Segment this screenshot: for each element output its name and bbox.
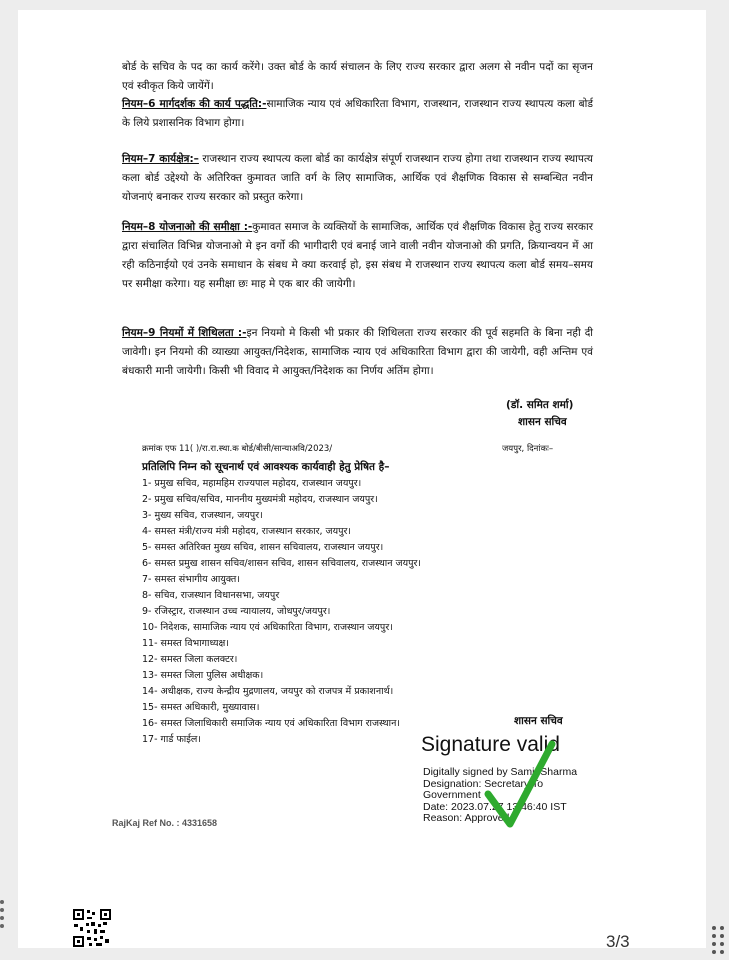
list-item: 16- समस्त जिलाधिकारी समाजिक न्याय एवं अधिकारिता विभाग राजस्थान।: [142, 718, 400, 729]
signatory-name: (डॉ. समित शर्मा): [506, 399, 574, 411]
list-item: 8- सचिव, राजस्थान विधानसभा, जयपुर: [142, 590, 280, 601]
place-date: जयपुर, दिनांकः–: [502, 444, 554, 454]
rule-6: [122, 95, 593, 133]
list-item: 1- प्रमुख सचिव, महामहिम राज्यपाल महोदय, राजस्थान जयपुर।: [142, 478, 362, 489]
reference-number: क्रमांक एफ 11( )/रा.रा.स्था.क बोर्ड/बीसी/सान्याअवि/2023/: [142, 444, 333, 454]
signature-valid-label: Signature valid: [421, 733, 560, 756]
rule-7: [122, 150, 593, 207]
list-item: 13- समस्त जिला पुलिस अधीक्षक।: [142, 670, 264, 681]
list-item: 5- समस्त अतिरिक्त मुख्य सचिव, शासन सचिवालय, राजस्थान जयपुर।: [142, 542, 384, 553]
rule-6-body: सामाजिक न्याय एवं अधिकारिता विभाग, राजस्थान, राजस्थान राज्य स्थापत्य कला बोर्ड के लिये प्रशासनिक विभाग होगा।: [122, 98, 593, 129]
qr-code-icon: [72, 908, 112, 948]
government-line: Government: [423, 789, 481, 801]
rule-9-body: इन नियमो मे किसी भी प्रकार की शिथिलता राज्य सरकार की पूर्व सहमति के बिना नही दी जावेगी। इन नियमो की व्याख्या आयुक्त/निदेशक, सामाजिक न्याय एवं अधिकारिता विभाग द्वारा की जायेगी, वही अन्तिम एवं बंधकारी मानी जायेगी। किसी भी विवाद मे आयुक्त/निदेशक का निर्णय अतिंम होगा।: [122, 327, 593, 377]
paragraph-board-secretary: बोर्ड के सचिव के पद का कार्य करेंगे। उक्त बोर्ड के कार्य संचालन के लिए राज्य सरकार द्वारा अलग से नवीन पदों का सृजन एवं स्वीकृत किये जायेंगें।: [122, 61, 593, 92]
list-item: 15- समस्त अधिकारी, मुख्यावास।: [142, 702, 260, 713]
list-item: 6- समस्त प्रमुख शासन सचिव/शासन सचिव, शासन सचिवालय, राजस्थान जयपुर।: [142, 558, 421, 569]
rule-8-body: कुमावत समाज के व्यक्तियों के सामाजिक, आर्थिक एवं शैक्षणिक विकास हेतु राज्य सरकार द्वारा संचालित विभिन्न योजनाओ मे इन वर्गो की भागीदारी एवं बनाई जाने वाली नवीन योजनाओ की प्रगति, क्रियान्वयन में आ रही कठिनाईयो एवं उनके समाधान के संबध मे क्या करवाई हो, इस संबध मे राजस्थान राज्य स्थापत्य कला बोर्ड समय–समय पर समीक्षा करेगा। यह समीक्षा छः माह मे एक बार की जायेगी।: [122, 221, 593, 290]
signatory-title: शासन सचिव: [518, 416, 567, 428]
designation-line: Designation: Secretary To: [423, 777, 544, 790]
list-item: 11- समस्त विभागाध्यक्ष।: [142, 638, 229, 649]
list-item: 2- प्रमुख सचिव/सचिव, माननीय मुख्यमंत्री महोदय, राजस्थान जयपुर।: [142, 494, 378, 505]
rajkaj-reference: RajKaj Ref No. : 4331658: [112, 818, 218, 828]
list-item: 10- निदेशक, सामाजिक न्याय एवं अधिकारिता विभाग, राजस्थान जयपुर।: [142, 622, 393, 633]
list-item: 17- गार्ड फाईल।: [142, 734, 201, 745]
rule-7-body: राजस्थान राज्य स्थापत्य कला बोर्ड का कार्यक्षेत्र संपूर्ण राजस्थान राज्य होगा तथा राजस्थान राज्य स्थापत्य कला बोर्ड उद्देश्यो के अतिरिक्त कुमावत जाति वर्ग के लिए सामाजिक, आर्थिक एवं शैक्षणिक विकास से सम्बन्धित नवीन योजनाएं बनाकर राज्य सरकार को प्रस्तुत करेगा।: [122, 153, 593, 203]
rule-9-heading: नियम–9 नियमों में शिथिलता :-: [122, 327, 247, 339]
rule-8: [122, 218, 593, 294]
check-mark-icon: [482, 738, 558, 830]
copy-heading: प्रतिलिपि निम्न को सूचनार्थ एवं आवश्यक कार्यवाही हेतु प्रेषित है–: [142, 461, 390, 473]
rule-7-heading: नियम–7 कार्यक्षेत्र:–: [122, 153, 199, 165]
list-item: 7- समस्त संभागीय आयुक्त।: [142, 574, 240, 585]
signed-by-line: Digitally signed by Samit Sharma: [423, 766, 578, 778]
page-indicator: 3/3: [606, 932, 630, 951]
rule-9: [122, 324, 593, 381]
reason-line: Reason: Approved: [423, 812, 510, 824]
date-line: Date: 2023.07.27 13:46:40 IST: [423, 800, 567, 813]
list-item: 3- मुख्य सचिव, राजस्थान, जयपुर।: [142, 510, 263, 521]
rule-6-heading: नियम–6 मार्गदर्शक की कार्य पद्धति:-: [122, 98, 267, 110]
list-item: 12- समस्त जिला कलक्टर।: [142, 654, 238, 665]
signatory-title-2: शासन सचिव: [514, 715, 563, 727]
list-item: 4- समस्त मंत्री/राज्य मंत्री महोदय, राजस्थान सरकार, जयपुर।: [142, 526, 351, 537]
list-item: 9- रजिस्ट्रार, राजस्थान उच्च न्यायालय, जोधपुर/जयपुर।: [142, 606, 331, 617]
rule-8-heading: नियम–8 योजनाओ की समीक्षा :-: [122, 221, 253, 233]
list-item: 14- अधीक्षक, राज्य केन्द्रीय मुद्रणालय, जयपुर को राजपत्र में प्रकाशनार्थ।: [142, 686, 394, 697]
